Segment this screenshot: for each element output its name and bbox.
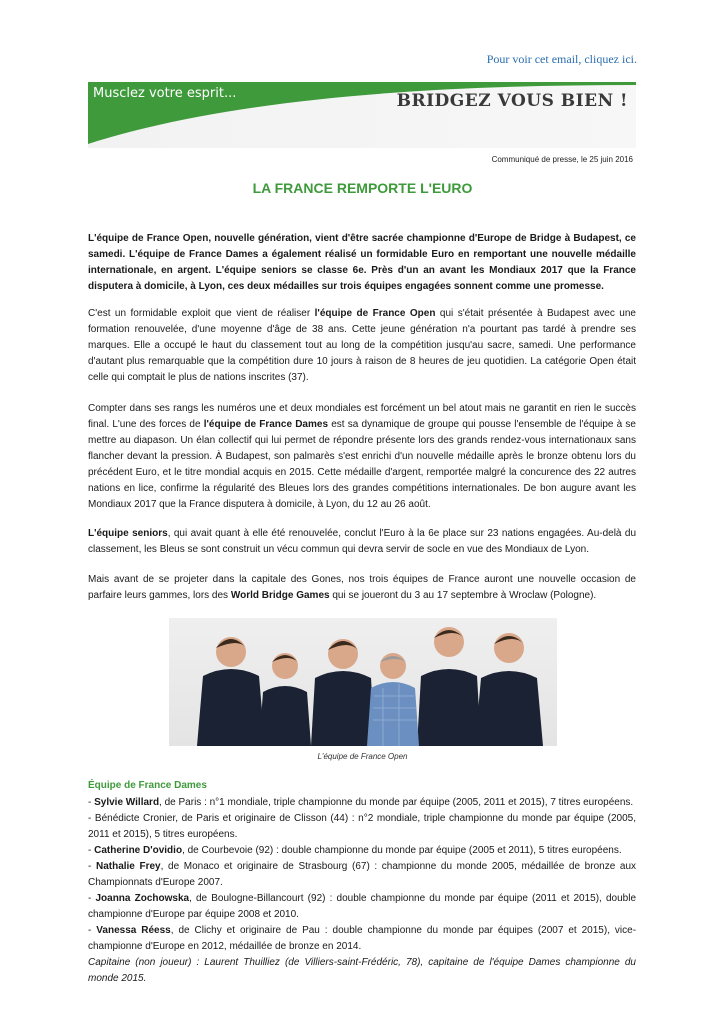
press-release-date: Communiqué de presse, le 25 juin 2016 <box>491 155 633 164</box>
team-member-entry: - Joanna Zochowska, de Boulogne-Billancourt (92) : double championne du monde par équipe (2011 et 2015), double championne d'Europe par équipe 2008 et 2010. <box>88 893 636 920</box>
team-photo <box>169 618 557 746</box>
paragraph-text: , qui avait quant à elle été renouvelée, conclut l'Euro à la 6e place sur 23 nations engagées. Au-delà du classement, les Bleus se sont construit un vécu commun qui devra servir de socle en vue des Mondiaux de Lyon. <box>88 528 637 555</box>
paragraph-open-team <box>88 306 636 386</box>
team-member-entry: - Catherine D'ovidio, de Courbevoie (92) : double championne du monde par équipe (2005 et 2011), 5 titres européens. <box>88 845 622 856</box>
team-member-entry: - Nathalie Frey, de Monaco et originaire de Strasbourg (67) : championne du monde 2005, médaillée de bronze aux Championnats d'Europe 2007. <box>88 861 637 888</box>
member-name: Sylvie Willard <box>94 797 160 808</box>
member-details: , de Clichy et originaire de Pau : double championne du monde par équipes (2007 et 2015), vice-championne d'Europe en 2012, médaillée de bronze en 2014. <box>88 925 637 952</box>
member-details: , de Courbevoie (92) : double championne du monde par équipe (2005 et 2011), 5 titres européens. <box>182 845 622 856</box>
member-name: Joanna Zochowska <box>95 893 190 904</box>
banner-slogan: Musclez votre esprit... <box>93 86 237 101</box>
paragraph-text: qui s'était présentée à Budapest avec une formation renouvelée, d'une moyenne d'âge de 38 ans. Cette jeune génération n'a pourtant pas tardé à prendre ses marques. Elle a occupé le haut du classement tout au long de la compétition jusqu'au sacre, samedi. Une performance d'autant plus remarquable que la compétition dure 10 jours à raison de 8 heures de jeu quotidien. La catégorie Open était celle qui comptait le plus de nations inscrites (37). <box>88 308 636 383</box>
header-banner <box>88 82 636 148</box>
paragraph-text: est sa dynamique de groupe qui pousse l'ensemble de l'équipe à se mettre au diapason. Un élan collectif qui lui permet de répondre présente lors des grands rendez-vous internationaux sans flancher devant la pression. À Budapest, son palmarès s'est enrichi d'un nouvelle médaille après le bronze obtenu lors du précédent Euro, et le titre mondial acquis en 2015. Cette médaille d'argent, remportée malgré la concurence des 22 autres nations en lice, confirme la régularité des Bleues lors des grandes compétitions internationales. De bon augure avant les Mondiaux 2017 que la France disputera à domicile, à Lyon, du 12 au 26 août. <box>88 419 636 510</box>
banner-brand: BRIDGEZ VOUS BIEN ! <box>396 91 628 111</box>
team-name-highlight: l'équipe de France Open <box>314 308 436 319</box>
paragraph-text: qui se joueront du 3 au 17 septembre à Wroclaw (Pologne). <box>329 590 597 601</box>
member-details: , de Monaco et originaire de Strasbourg (67) : championne du monde 2005, médaillée de bronze aux Championnats d'Europe 2007. <box>88 861 637 888</box>
lead-text: L'équipe de France Open, nouvelle génération, vient d'être sacrée championne d'Europe de Bridge à Budapest, ce samedi. L'équipe de France Dames a également réalisé un formidable Euro en remportant une nouvelle médaille internationale, en argent. L'équipe seniors se classe 6e. Près d'un an avant les Mondiaux 2017 que la France disputera à domicile, à Lyon, ces deux médailles sur trois équipes engagées sonnent comme une promesse. <box>88 233 636 292</box>
member-name: Nathalie Frey <box>95 861 161 872</box>
photo-caption: L'équipe de France Open <box>317 752 408 761</box>
view-in-browser-link[interactable]: Pour voir cet email, cliquez ici. <box>486 52 637 66</box>
article-title: LA FRANCE REMPORTE L'EURO <box>252 180 473 196</box>
paragraph-world-games <box>88 572 636 604</box>
paragraph-ladies-team <box>88 401 636 513</box>
member-name: Catherine D'ovidio <box>94 845 183 856</box>
lead-paragraph <box>88 231 636 295</box>
team-member-entry: - Sylvie Willard, de Paris : n°1 mondiale, triple championne du monde par équipe (2005, 2011 et 2015), 7 titres européens. <box>88 797 634 808</box>
paragraph-seniors-team <box>88 526 636 558</box>
team-section-title: Équipe de France Dames <box>88 780 207 791</box>
team-member-entry: - Bénédicte Cronier, de Paris et originaire de Clisson (44) : n°2 mondiale, triple championne du monde par équipe (2005, 2011 et 2015), 5 titres européens. <box>88 813 636 840</box>
team-member-entry: - Vanessa Réess, de Clichy et originaire de Pau : double championne du monde par équipes (2007 et 2015), vice-championne d'Europe en 2012, médaillée de bronze en 2014. <box>88 925 637 952</box>
event-name-highlight: World Bridge Games <box>230 590 330 601</box>
team-name-highlight: L'équipe seniors <box>88 528 168 539</box>
team-member-list <box>88 795 636 987</box>
paragraph-text: Mais avant de se projeter dans la capitale des Gones, nos trois équipes de France auront une nouvelle occasion de parfaire leurs gammes, lors des <box>88 574 636 601</box>
paragraph-text: Compter dans ses rangs les numéros une et deux mondiales est forcément un bel atout mais ne garantit en rien le succès final. L'une des forces de <box>88 403 636 430</box>
member-name: Vanessa Réess <box>96 925 171 936</box>
team-captain: Capitaine (non joueur) : Laurent Thuilliez (de Villiers-saint-Frédéric, 78), capitaine de l'équipe Dames championne du monde 2015. <box>88 957 636 984</box>
member-details: , de Boulogne-Billancourt (92) : double championne du monde par équipe (2011 et 2015), double championne d'Europe par équipe 2008 et 2010. <box>88 893 636 920</box>
paragraph-text: C'est un formidable exploit que vient de réaliser <box>88 308 315 319</box>
team-photo-illustration <box>169 618 557 746</box>
member-details: , de Paris et originaire de Clisson (44) : n°2 mondiale, triple championne du monde par équipe (2005, 2011 et 2015), 5 titres européens. <box>88 813 636 840</box>
team-name-highlight: l'équipe de France Dames <box>203 419 329 430</box>
member-name: Bénédicte Cronier <box>94 813 176 824</box>
member-details: , de Paris : n°1 mondiale, triple championne du monde par équipe (2005, 2011 et 2015), 7 titres européens. <box>159 797 634 808</box>
